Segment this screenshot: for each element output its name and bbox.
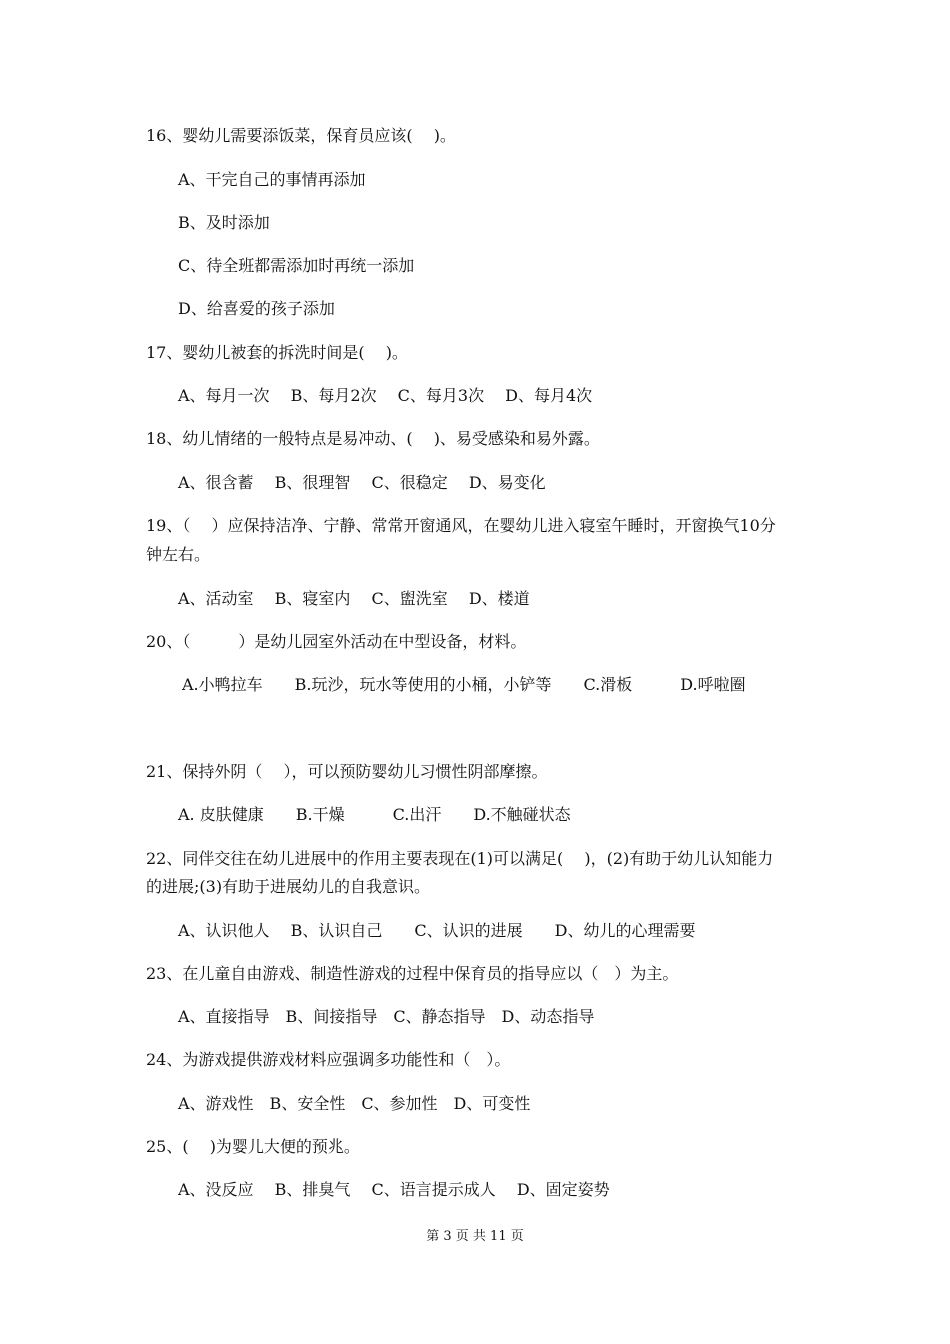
question-21-stem: 21、保持外阴（ ），可以预防婴幼儿习惯性阴部摩擦。 (146, 762, 548, 781)
question-20-stem: 20、（ ）是幼儿园室外活动在中型设备，材料。 (146, 632, 527, 651)
question-16-stem: 16、婴幼儿需要添饭菜，保育员应该( )。 (146, 126, 456, 145)
question-18-options: A、很含蓄 B、很理智 C、很稳定 D、易变化 (178, 473, 546, 492)
question-22-options: A、认识他人 B、认识自己 C、认识的进展 D、幼儿的心理需要 (178, 921, 696, 940)
page-number-footer: 第 3 页 共 11 页 (426, 1229, 524, 1244)
question-16-option-b: B、及时添加 (178, 213, 270, 232)
question-16-option-c: C、待全班都需添加时再统一添加 (178, 256, 415, 275)
question-19-stem-continued: 钟左右。 (146, 545, 211, 564)
question-22-stem-continued: 的进展;(3)有助于进展幼儿的自我意识。 (146, 877, 431, 896)
question-16-option-d: D、给喜爱的孩子添加 (178, 299, 335, 318)
question-21-options: A. 皮肤健康 B.干燥 C.出汗 D.不触碰状态 (178, 805, 571, 824)
question-17-stem: 17、婴幼儿被套的拆洗时间是( )。 (146, 343, 408, 362)
question-17-options: A、每月一次 B、每月2次 C、每月3次 D、每月4次 (178, 386, 593, 405)
question-22-stem: 22、同伴交往在幼儿进展中的作用主要表现在(1)可以满足( )，(2)有助于幼儿认知能力 (146, 849, 774, 868)
question-18-stem: 18、幼儿情绪的一般特点是易冲动、( )、易受感染和易外露。 (146, 429, 600, 448)
question-25-options: A、没反应 B、排臭气 C、语言提示成人 D、固定姿势 (178, 1180, 610, 1199)
question-20-options: A.小鸭拉车 B.玩沙，玩水等使用的小桶，小铲等 C.滑板 D.呼啦圈 (182, 675, 746, 694)
question-24-options: A、游戏性 B、安全性 C、参加性 D、可变性 (178, 1094, 531, 1113)
question-24-stem: 24、为游戏提供游戏材料应强调多功能性和（ ）。 (146, 1050, 511, 1069)
question-25-stem: 25、( )为婴儿大便的预兆。 (146, 1137, 360, 1156)
question-19-options: A、活动室 B、寝室内 C、盥洗室 D、楼道 (178, 589, 530, 608)
question-23-options: A、直接指导 B、间接指导 C、静态指导 D、动态指导 (178, 1007, 595, 1026)
question-16-option-a: A、干完自己的事情再添加 (178, 170, 366, 189)
question-23-stem: 23、在儿童自由游戏、制造性游戏的过程中保育员的指导应以（ ）为主。 (146, 964, 679, 983)
question-19-stem: 19、（ ）应保持洁净、宁静、常常开窗通风，在婴幼儿进入寝室午睡时，开窗换气10分 (146, 516, 776, 535)
